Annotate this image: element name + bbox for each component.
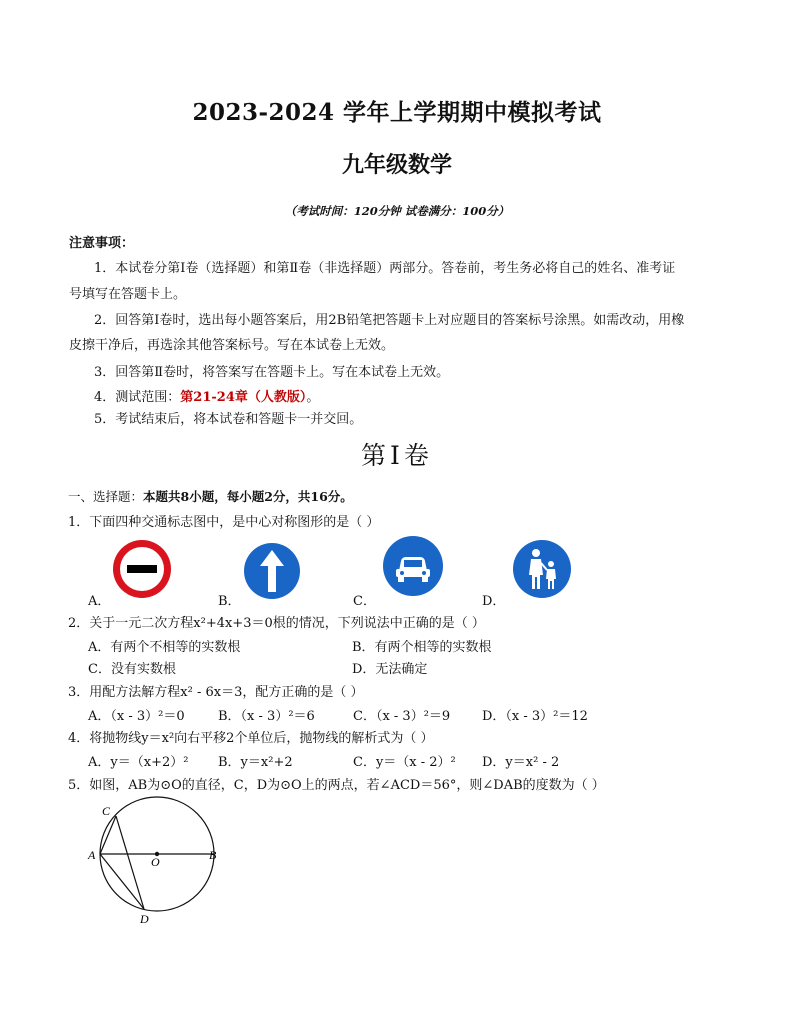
volume-title: 第Ⅰ卷 bbox=[361, 441, 433, 470]
question-2-option-c: C．没有实数根 bbox=[88, 662, 176, 677]
notice-item-2-line-1: 2．回答第Ⅰ卷时，选出每小题答案后，用2B铅笔把答题卡上对应题目的答案标号涂黑。如需改动，用橡 bbox=[94, 313, 685, 328]
point-c-label: C bbox=[102, 804, 111, 818]
question-5-stem: 5．如图，AB为⊙O的直径，C，D为⊙O上的两点，若∠ACD＝56°，则∠DAB的度数为（ ） bbox=[68, 778, 605, 793]
question-4-option-d: D．y＝x² - 2 bbox=[482, 755, 560, 770]
question-3-option-b: B．（x - 3）²＝6 bbox=[218, 709, 315, 724]
question-1-option-b-label: B． bbox=[218, 594, 241, 609]
question-2-option-a: A．有两个不相等的实数根 bbox=[88, 640, 241, 655]
notice-heading: 注意事项： bbox=[69, 236, 135, 251]
section-heading bbox=[68, 487, 353, 505]
exam-meta: （考试时间：120分钟 试卷满分：100分） bbox=[284, 204, 510, 218]
question-4-option-c: C．y＝（x - 2）² bbox=[353, 755, 456, 770]
notice-item-1-line-2: 号填写在答题卡上。 bbox=[69, 287, 187, 302]
point-a-label: A bbox=[88, 848, 96, 862]
car-sign-icon bbox=[382, 535, 444, 597]
pedestrian-sign-icon bbox=[512, 539, 572, 599]
question-4-option-a: A．y＝（x+2）² bbox=[88, 755, 189, 770]
section-text: 本题共8小题，每小题2分，共16分。 bbox=[143, 489, 353, 504]
question-1-option-a-label: A． bbox=[88, 594, 111, 609]
point-b-label: B bbox=[209, 848, 217, 862]
exam-title: 2023-2024 学年上学期期中模拟考试 bbox=[192, 99, 602, 126]
question-2-option-d: D．无法确定 bbox=[352, 662, 428, 677]
question-1-stem: 1．下面四种交通标志图中，是中心对称图形的是（ ） bbox=[68, 515, 380, 530]
point-o-label: O bbox=[151, 855, 160, 869]
notice-item-1-line-1: 1．本试卷分第Ⅰ卷（选择题）和第Ⅱ卷（非选择题）两部分。答卷前，考生务必将自己的姓名、准考证 bbox=[94, 261, 676, 276]
exam-subject: 九年级数学 bbox=[341, 152, 452, 178]
question-3-stem: 3．用配方法解方程x² - 6x＝3，配方正确的是（ ） bbox=[68, 685, 364, 700]
question-4-stem: 4．将抛物线y＝x²向右平移2个单位后，抛物线的解析式为（ ） bbox=[68, 731, 434, 746]
question-1-option-c-label: C． bbox=[353, 594, 376, 609]
up-arrow-sign-icon bbox=[243, 542, 301, 600]
question-3-option-c: C．（x - 3）²＝9 bbox=[353, 709, 451, 724]
notice-item-4-prefix: 4．测试范围： bbox=[94, 390, 181, 405]
notice-item-4 bbox=[94, 386, 319, 410]
notice-item-4-suffix: 。 bbox=[306, 390, 320, 405]
notice-item-3: 3．回答第Ⅱ卷时，将答案写在答题卡上。写在本试卷上无效。 bbox=[94, 365, 450, 380]
section-prefix: 一、选择题： bbox=[68, 489, 144, 504]
no-entry-sign-icon bbox=[112, 539, 172, 599]
circle-geometry-figure bbox=[84, 796, 229, 926]
question-3-option-a: A．（x - 3）²＝0 bbox=[88, 709, 185, 724]
question-2-stem: 2．关于一元二次方程x²+4x+3＝0根的情况，下列说法中正确的是（ ） bbox=[68, 616, 485, 631]
question-4-option-b: B．y＝x²+2 bbox=[218, 755, 293, 770]
question-1-option-d-label: D． bbox=[482, 594, 506, 609]
notice-item-5: 5．考试结束后，将本试卷和答题卡一并交回。 bbox=[94, 412, 363, 427]
test-range: 第21-24章（人教版） bbox=[180, 390, 307, 405]
point-d-label: D bbox=[140, 912, 149, 926]
question-3-option-d: D．（x - 3）²＝12 bbox=[482, 709, 588, 724]
question-2-option-b: B．有两个相等的实数根 bbox=[352, 640, 492, 655]
notice-item-2-line-2: 皮擦干净后，再选涂其他答案标号。写在本试卷上无效。 bbox=[69, 338, 395, 353]
